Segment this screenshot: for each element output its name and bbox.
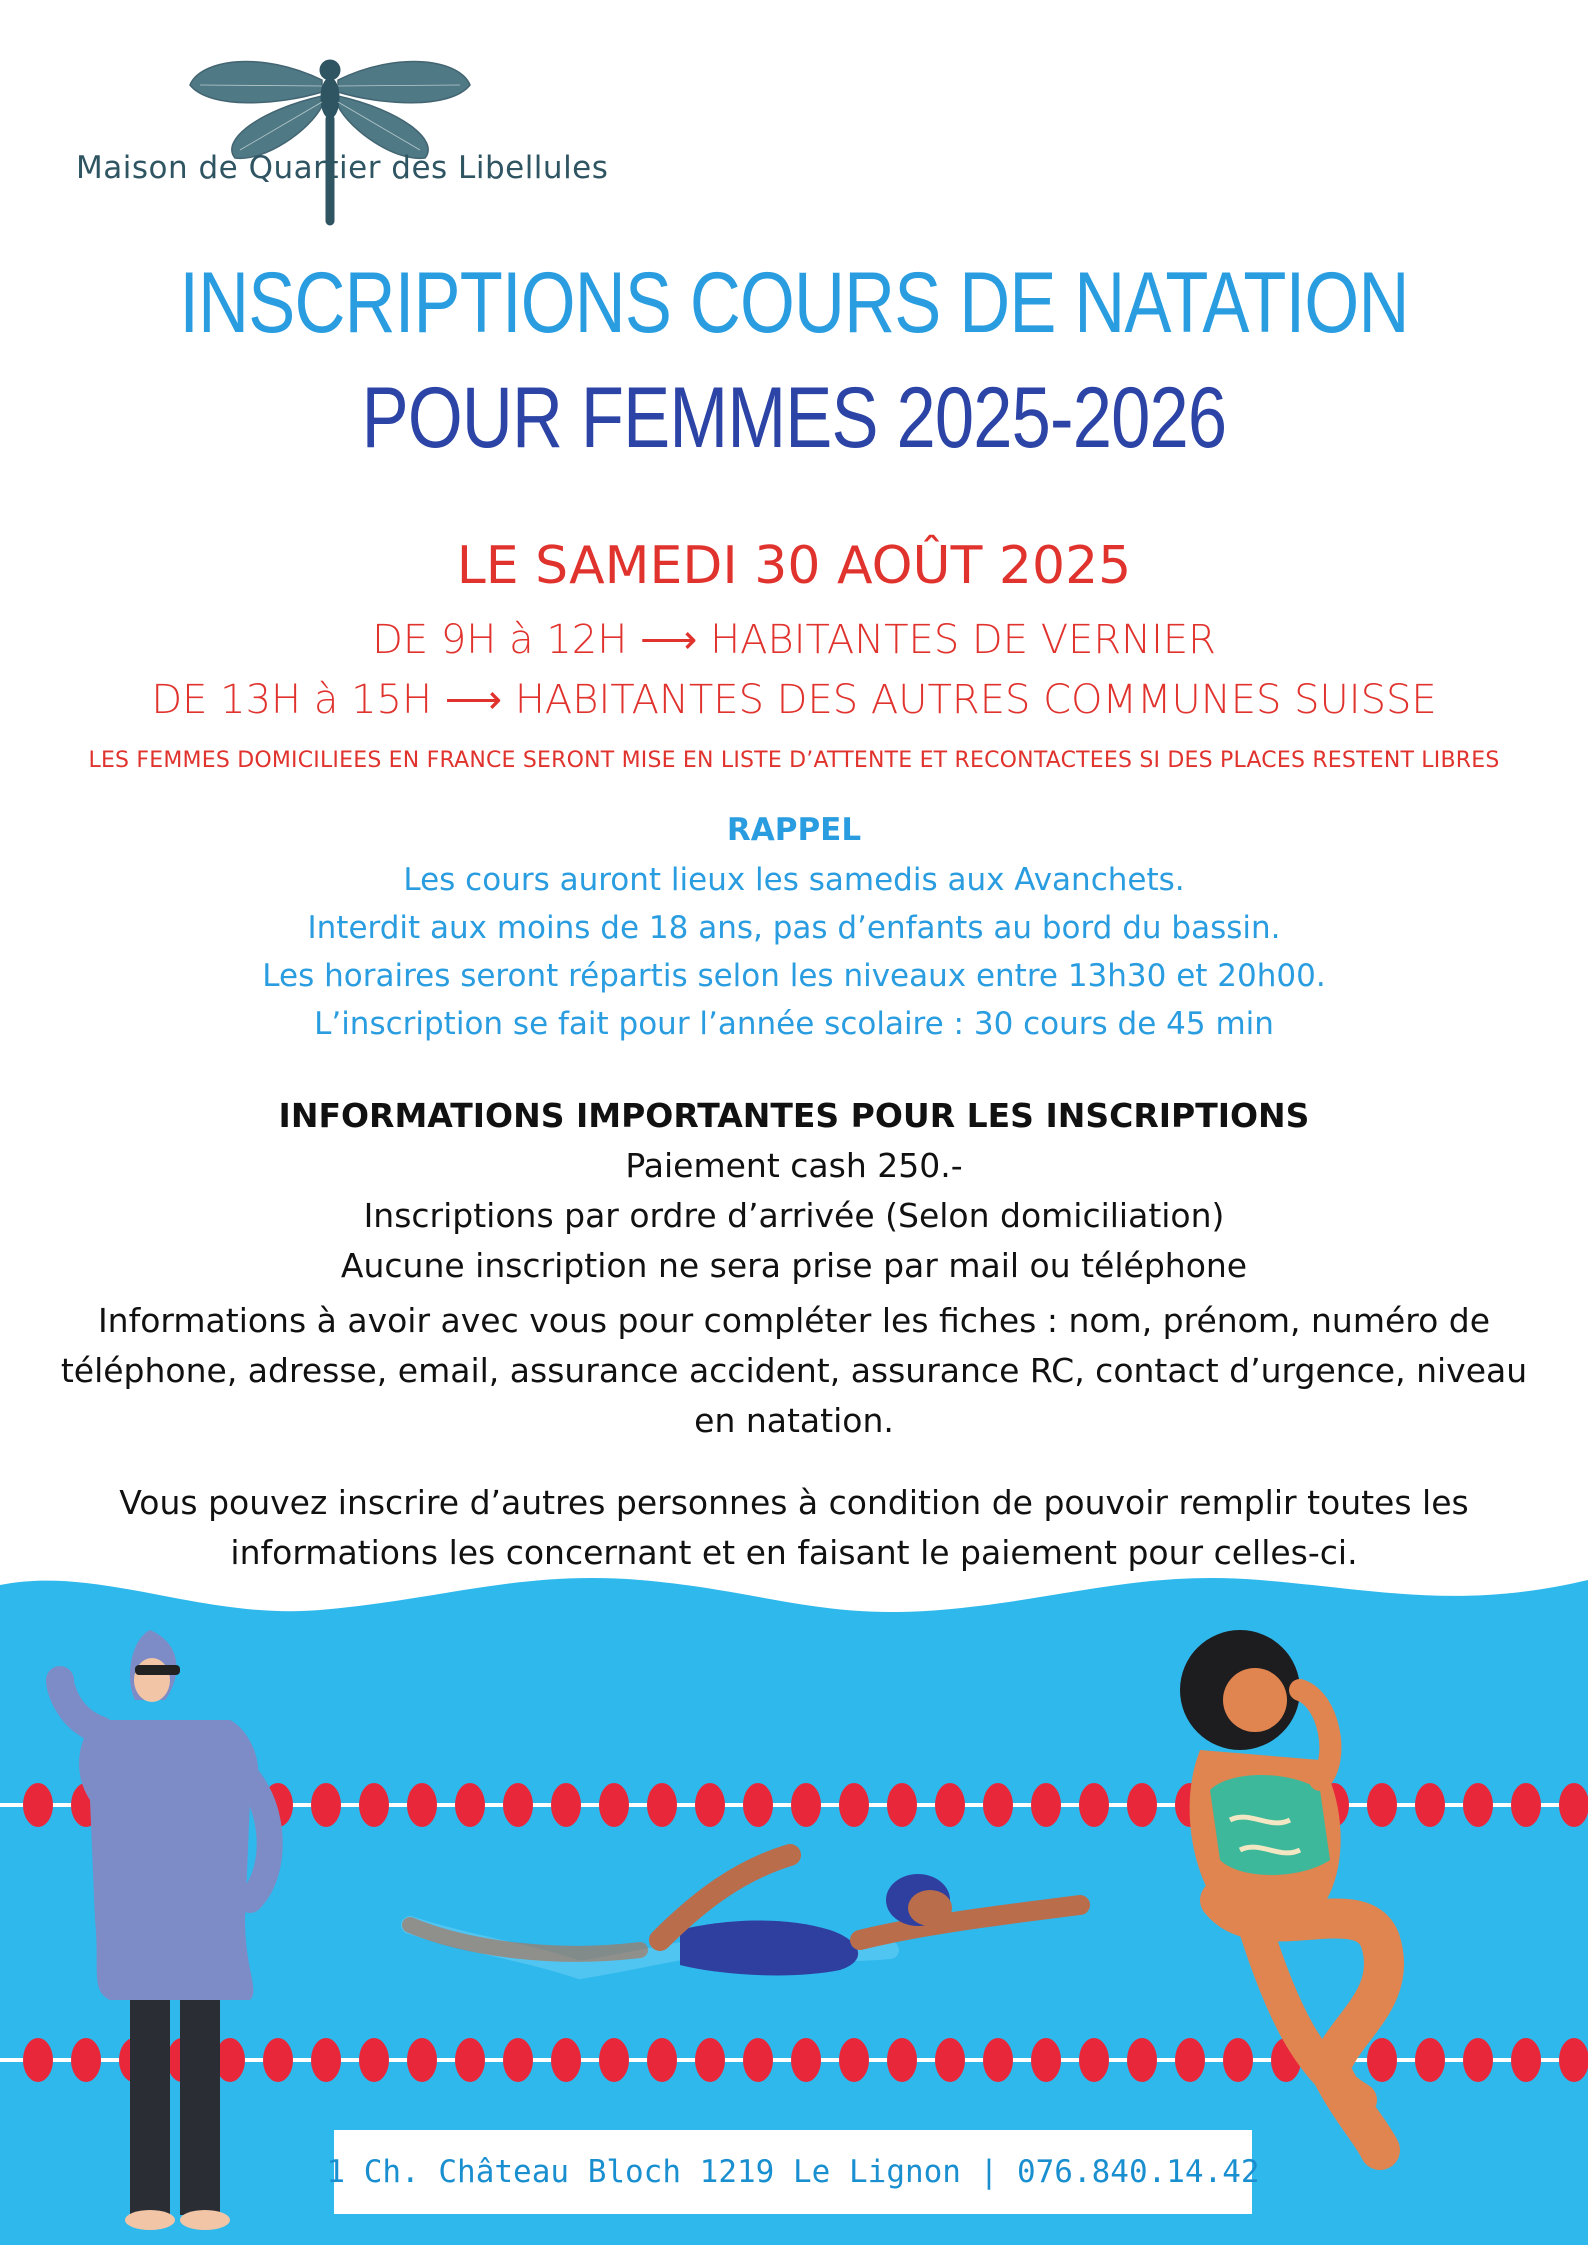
lane-buoy [1127,2038,1157,2082]
lane-buoy [551,1783,581,1827]
lane-buoy [455,2038,485,2082]
lane-buoy [1127,1783,1157,1827]
lane-buoy [1079,2038,1109,2082]
lane-buoy [1559,1783,1588,1827]
address-phone-box: 1 Ch. Château Bloch 1219 Le Lignon | 076.840.14.42 [334,2130,1252,2214]
lane-buoy [359,2038,389,2082]
outro-text: Vous pouvez inscrire d’autres personnes à condition de pouvoir remplir toutes les informations les concernant et en faisant le paiement pour celles-ci. [119,1483,1469,1572]
rappel-line: L’inscription se fait pour l’année scolaire : 30 cours de 45 min [314,1006,1274,1042]
lane-buoy [839,1783,869,1827]
lane-buoy [887,1783,917,1827]
lane-buoy [311,1783,341,1827]
lane-buoy [743,2038,773,2082]
lane-buoy [983,1783,1013,1827]
info-line-payment: Paiement cash 250.- [625,1146,963,1185]
lane-buoy [503,1783,533,1827]
lane-buoy [599,1783,629,1827]
lane-buoy [455,1783,485,1827]
lane-buoy [263,2038,293,2082]
lane-buoy [935,2038,965,2082]
lane-buoy [1463,1783,1493,1827]
dragonfly-icon [60,40,520,230]
lane-buoy [407,2038,437,2082]
lane-buoy [1031,2038,1061,2082]
lane-buoy [1559,2038,1588,2082]
lane-buoy [503,2038,533,2082]
lane-buoy [743,1783,773,1827]
time-slot-vernier: DE 9H à 12H ⟶ HABITANTES DE VERNIER [372,617,1216,663]
lane-buoy [791,2038,821,2082]
lane-buoy [23,1783,53,1827]
lane-buoy [887,2038,917,2082]
lane-buoy [1031,1783,1061,1827]
lane-buoy [647,2038,677,2082]
lane-buoy [1511,2038,1541,2082]
lane-buoy [1367,2038,1397,2082]
france-waitlist-note: LES FEMMES DOMICILIEES EN FRANCE SERONT MISE EN LISTE D’ATTENTE ET RECONTACTEES SI DES PLACES RESTENT LIBRES [88,748,1500,773]
lane-buoy [1079,1783,1109,1827]
time-slot-other-communes: DE 13H à 15H ⟶ HABITANTES DES AUTRES COMMUNES SUISSE [151,677,1437,723]
lane-buoy [839,2038,869,2082]
lane-buoy [551,2038,581,2082]
lane-buoy [935,1783,965,1827]
info-line-no-mail: Aucune inscription ne sera prise par mail ou téléphone [340,1246,1248,1285]
rappel-line: Les cours auront lieux les samedis aux Avanchets. [403,862,1185,898]
page-title-line2: POUR FEMMES 2025-2026 [361,370,1227,466]
lane-buoy [1415,1783,1445,1827]
lane-buoy [983,2038,1013,2082]
lane-buoy [599,2038,629,2082]
logo-text: Maison de Quartier des Libellules [76,150,609,186]
lane-buoy [311,2038,341,2082]
lane-buoy [359,1783,389,1827]
lane-buoy [1175,2038,1205,2082]
lane-buoy [71,2038,101,2082]
rappel-heading: RAPPEL [726,812,862,848]
lane-buoy [695,1783,725,1827]
lane-buoy [407,1783,437,1827]
page-title-line1: INSCRIPTIONS COURS DE NATATION [179,255,1409,351]
lane-buoy [1415,2038,1445,2082]
lane-buoy [1367,1783,1397,1827]
lane-buoy [647,1783,677,1827]
registration-date: LE SAMEDI 30 AOÛT 2025 [456,536,1132,596]
lane-buoy [1463,2038,1493,2082]
lane-buoy [791,1783,821,1827]
info-line-required-data: Informations à avoir avec vous pour compléter les fiches : nom, prénom, numéro de téléphone, adresse, email, assurance accident, assurance RC, contact d’urgence, niveau en natation. [60,1301,1528,1440]
lane-buoy [23,2038,53,2082]
lane-buoy [1223,2038,1253,2082]
info-heading: INFORMATIONS IMPORTANTES POUR LES INSCRIPTIONS [278,1096,1310,1135]
rappel-line: Interdit aux moins de 18 ans, pas d’enfants au bord du bassin. [307,910,1281,946]
info-line-order: Inscriptions par ordre d’arrivée (Selon domiciliation) [363,1196,1225,1235]
lane-buoy [695,2038,725,2082]
rappel-line: Les horaires seront répartis selon les niveaux entre 13h30 et 20h00. [262,958,1326,994]
lane-buoy [1511,1783,1541,1827]
